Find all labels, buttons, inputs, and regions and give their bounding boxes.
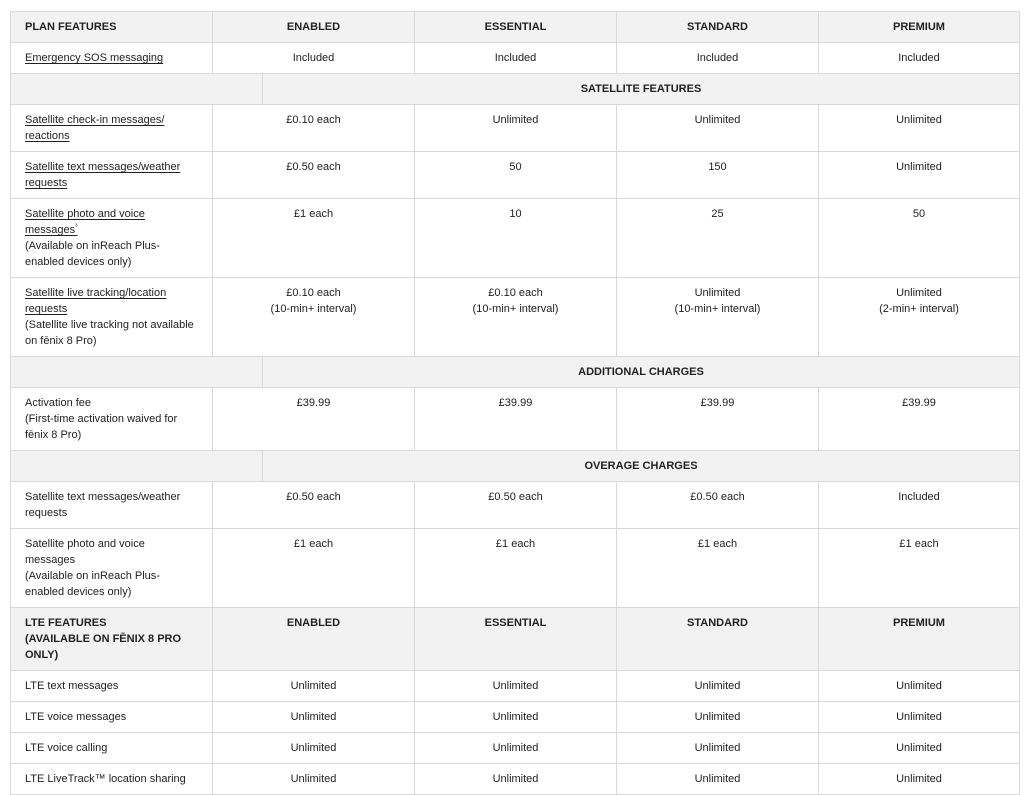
table-cell: Unlimited [617,702,819,733]
table-cell: £1 each [819,529,1020,608]
table-cell: Unlimited [819,733,1020,764]
table-row [11,278,1020,357]
row-note: (Available on inReach Plus-enabled devices only) [25,240,160,268]
table-cell: Included [617,43,819,74]
row-note: (Satellite live tracking not available on fēnix 8 Pro) [25,319,194,347]
table-cell: Unlimited [415,671,617,702]
lte-row-label: LTE voice calling [11,733,213,764]
lte-row-label: LTE text messages [11,671,213,702]
table-row [11,529,1020,608]
lte-row-label: LTE voice messages [11,702,213,733]
header-enabled: ENABLED [213,12,415,43]
table-row [11,105,1020,152]
table-cell: Unlimited [415,764,617,795]
table-row [11,482,1020,529]
table-header-row [11,12,1020,43]
table-cell: £1 each [415,529,617,608]
overage-photo-label: Satellite photo and voice messages [25,538,145,566]
table-cell: £39.99 [415,388,617,451]
header-essential: ESSENTIAL [415,12,617,43]
lte-header-standard: STANDARD [617,608,819,671]
table-cell: £39.99 [819,388,1020,451]
activation-fee-label: Activation fee [25,397,92,409]
table-row [11,702,1020,733]
table-cell: 10 [415,199,617,278]
table-cell: Unlimited [213,702,415,733]
table-cell: Included [819,482,1020,529]
table-cell: Included [213,43,415,74]
table-cell: £0.10 each (10-min+ interval) [213,278,415,357]
table-cell: Unlimited [819,152,1020,199]
table-cell: Unlimited [213,671,415,702]
table-row [11,671,1020,702]
header-lte-features: LTE FEATURES (AVAILABLE ON FĒNIX 8 PRO ONLY) [11,608,213,671]
section-title-satellite: SATELLITE FEATURES [580,83,702,95]
table-cell: £39.99 [617,388,819,451]
table-cell: Unlimited [415,702,617,733]
table-row [11,764,1020,795]
header-premium: PREMIUM [819,12,1020,43]
section-row-overage [11,451,1020,482]
table-cell: 50 [819,199,1020,278]
satellite-text-link[interactable]: Satellite text messages/weather requests [25,161,181,189]
table-cell: 50 [415,152,617,199]
table-cell: £0.50 each [213,152,415,199]
table-cell: Unlimited [819,702,1020,733]
header-plan-features: PLAN FEATURES [11,12,213,43]
section-title-overage: OVERAGE CHARGES [584,460,698,472]
section-row-additional [11,357,1020,388]
table-cell: Unlimited [819,105,1020,152]
table-cell: 25 [617,199,819,278]
table-cell: £0.10 each (10-min+ interval) [415,278,617,357]
header-standard: STANDARD [617,12,819,43]
satellite-checkin-link[interactable]: Satellite check-in messages/ reactions [25,114,165,142]
table-cell: £1 each [213,199,415,278]
row-note: (First-time activation waived for fēnix 8 Pro) [25,413,178,441]
table-cell: Unlimited [819,764,1020,795]
section-row-satellite [11,74,1020,105]
table-cell: £0.50 each [415,482,617,529]
overage-text-label: Satellite text messages/weather requests [11,482,213,529]
emergency-sos-link[interactable]: Emergency SOS messaging [25,52,164,64]
table-cell: Unlimited [617,733,819,764]
table-cell: £39.99 [213,388,415,451]
table-cell: Unlimited (2-min+ interval) [819,278,1020,357]
lte-header-row [11,608,1020,671]
lte-row-label: LTE LiveTrack™ location sharing [11,764,213,795]
table-cell: £0.50 each [213,482,415,529]
table-row [11,199,1020,278]
table-cell: £1 each [617,529,819,608]
table-cell: Unlimited [213,764,415,795]
table-cell: Unlimited [213,733,415,764]
table-cell: Unlimited [617,671,819,702]
table-row [11,388,1020,451]
table-cell: Unlimited [819,671,1020,702]
table-cell: £1 each [213,529,415,608]
satellite-photo-voice-link[interactable]: Satellite photo and voice messages$^{^3}$ [25,208,145,236]
section-title-additional: ADDITIONAL CHARGES [578,366,704,378]
table-cell: £0.10 each [213,105,415,152]
table-cell: Unlimited [415,105,617,152]
table-cell: £0.50 each [617,482,819,529]
plan-features-table-wrapper [10,11,1019,795]
satellite-live-tracking-link[interactable]: Satellite live tracking/location requests [25,287,167,315]
table-cell: 150 [617,152,819,199]
table-cell: Included [819,43,1020,74]
table-cell: Unlimited (10-min+ interval) [617,278,819,357]
lte-header-essential: ESSENTIAL [415,608,617,671]
plan-features-table [10,11,1020,795]
lte-header-enabled: ENABLED [213,608,415,671]
table-cell: Unlimited [617,764,819,795]
row-note: (Available on inReach Plus-enabled devices only) [25,570,160,598]
table-row [11,733,1020,764]
table-row [11,152,1020,199]
table-cell: Unlimited [415,733,617,764]
table-cell: Included [415,43,617,74]
table-row [11,43,1020,74]
lte-header-premium: PREMIUM [819,608,1020,671]
table-cell: Unlimited [617,105,819,152]
